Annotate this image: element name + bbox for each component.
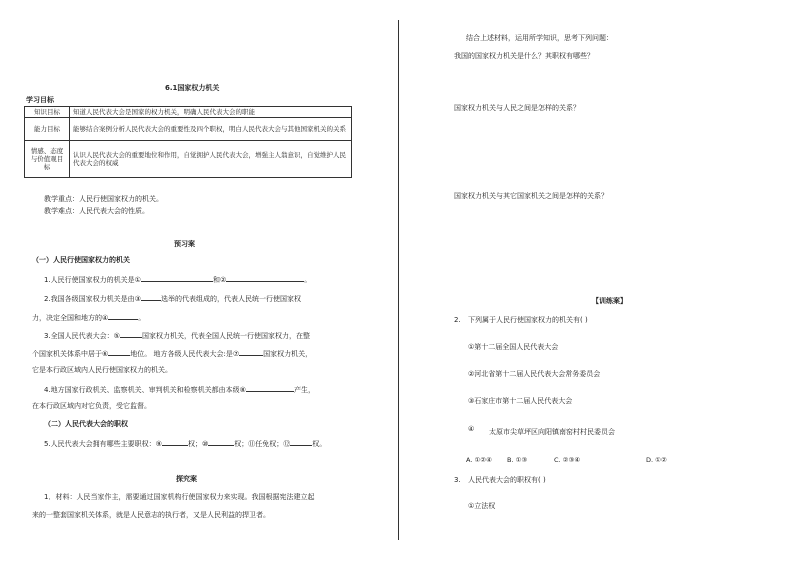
train-q2-option-1: ①第十二届全国人民代表大会 <box>468 343 559 351</box>
goals-heading: 学习目标 <box>26 96 54 104</box>
train-q2-option-4-num: ④ <box>468 425 475 433</box>
question-2-cont <box>32 312 145 323</box>
goal-text: 认识人民代表大会的重要地位和作用，自觉拥护人民代表大会，增强主人翁意识，自觉维护人民代表大会的权威 <box>70 141 352 178</box>
q5-text-d: 权。 <box>312 440 327 448</box>
blank-3[interactable] <box>141 293 161 301</box>
q2-text-b: 选举的代表组成的，代表人民统一行使国家权 <box>160 295 301 303</box>
material-1: 1．材料：人民当家作主，需要通过国家机构行使国家权力来实现。我国根据宪法建立起 <box>44 493 315 501</box>
question-3-cont <box>32 348 312 359</box>
question-4 <box>44 384 315 395</box>
train-q2-stem: 下列属于人民行使国家权力的机关有( ) <box>468 316 588 324</box>
train-q2-option-4: 太原市尖草坪区向阳镇南窑村村民委员会 <box>489 428 615 436</box>
table-row <box>25 107 352 118</box>
q2-text-d: 。 <box>138 314 146 322</box>
blank-10[interactable] <box>208 438 234 446</box>
question-3-end: 它是本行政区域内人民行使国家权力的机关。 <box>32 366 172 374</box>
q3-text-e: 国家权力机关， <box>263 350 313 358</box>
blank-1[interactable] <box>141 274 213 282</box>
q2-text-a: 2.我国各级国家权力机关是由③ <box>44 295 141 303</box>
q1-text-c: 。 <box>304 276 312 284</box>
goal-label: 能力目标 <box>25 118 70 141</box>
q5-text-b: 权；⑩ <box>187 440 209 448</box>
q4-text-b: 产生， <box>293 386 315 394</box>
train-q2-option-2: ②河北省第十二届人民代表大会常务委员会 <box>468 370 601 378</box>
q5-text-c: 权；⑪任免权；⑫ <box>234 440 291 448</box>
q2-text-c: 力，决定全国和地方的④ <box>32 314 109 322</box>
goals-table <box>24 106 352 178</box>
blank-4[interactable] <box>108 312 138 320</box>
blank-11[interactable] <box>290 438 312 446</box>
blank-6[interactable] <box>108 348 130 356</box>
right-question-2: 国家权力机关与人民之间是怎样的关系？ <box>454 104 580 112</box>
question-3 <box>44 330 310 341</box>
goal-text: 能够结合案例分析人民代表大会的重要性及四个职权，明白人民代表大会与其他国家机关的关系 <box>70 118 352 141</box>
section2-title: （二）人民代表大会的职权 <box>44 420 128 428</box>
q1-text-a: 1.人民行使国家权力的机关是① <box>44 276 141 284</box>
right-question-1: 我国的国家权力机关是什么？其职权有哪些？ <box>454 52 594 60</box>
question-4-cont: 在本行政区域内对它负责，受它监督。 <box>32 402 151 410</box>
right-question-3: 国家权力机关与其它国家机关之间是怎样的关系？ <box>454 192 608 200</box>
q4-text-a: 4.地方国家行政机关、监察机关、审判机关和检察机关都由本级⑧ <box>44 386 246 394</box>
choice-c[interactable]: C. ②③④ <box>554 456 581 464</box>
blank-5[interactable] <box>120 330 142 338</box>
blank-7[interactable] <box>239 348 263 356</box>
goal-label: 知识目标 <box>25 107 70 118</box>
difficult-point: 教学难点：人民代表大会的性质。 <box>44 207 149 215</box>
column-divider <box>398 20 399 540</box>
train-title: 【训练案】 <box>592 297 627 305</box>
table-row <box>25 118 352 141</box>
question-2 <box>44 293 301 304</box>
material-1-cont: 来的一整套国家机关体系，就是人民意志的执行者，又是人民利益的捍卫者。 <box>32 511 270 519</box>
blank-9[interactable] <box>162 438 188 446</box>
train-q2-option-3: ③石家庄市第十二届人民代表大会 <box>468 397 573 405</box>
q3-text-b: 国家权力机关，代表全国人民统一行使国家权力，在整 <box>141 332 310 340</box>
section1-title: （一）人民行使国家权力的机关 <box>32 256 130 264</box>
blank-8[interactable] <box>246 384 294 392</box>
q3-text-a: 3.全国人民代表大会：⑤ <box>44 332 120 340</box>
q1-text-b: 和② <box>212 276 227 284</box>
q5-text-a: 5.人民代表大会拥有哪些主要职权：⑨ <box>44 440 162 448</box>
question-5 <box>44 438 326 449</box>
key-point: 教学重点：人民行使国家权力的机关。 <box>44 195 163 203</box>
table-row <box>25 141 352 178</box>
q3-text-c: 个国家机关体系中居于⑥ <box>32 350 109 358</box>
choice-d[interactable]: D. ①② <box>646 456 667 464</box>
choice-a[interactable]: A. ①②④ <box>466 456 492 464</box>
train-q3-num: 3. <box>454 476 461 484</box>
page-title: 6.1国家权力机关 <box>165 84 220 92</box>
choice-b[interactable]: B. ①③ <box>507 456 528 464</box>
goal-label: 情感、态度与价值观目标 <box>25 141 70 178</box>
explore-title: 探究案 <box>176 475 197 483</box>
train-q2-num: 2. <box>454 316 461 324</box>
right-intro: 结合上述材料，运用所学知识，思考下列问题： <box>466 34 613 42</box>
goal-text: 知道人民代表大会是国家的权力机关，明确人民代表大会的职能 <box>70 107 352 118</box>
blank-2[interactable] <box>226 274 304 282</box>
question-1 <box>44 274 311 285</box>
preview-title: 预习案 <box>174 240 195 248</box>
q3-text-d: 地位。 地方各级人民代表大会:是⑦ <box>130 350 240 358</box>
train-q3-option-1: ①立法权 <box>468 502 496 510</box>
train-q3-stem: 人民代表大会的职权有( ) <box>468 476 546 484</box>
